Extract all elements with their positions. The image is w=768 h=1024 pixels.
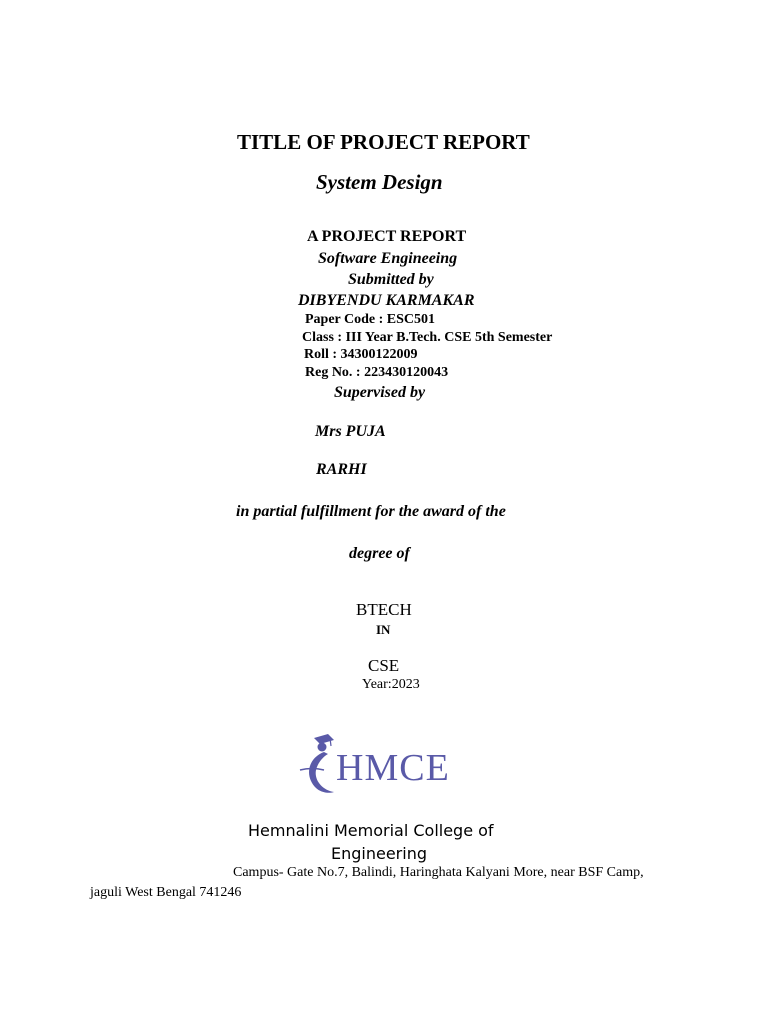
report-year: Year:2023 xyxy=(362,677,420,692)
college-logo xyxy=(294,730,480,800)
report-type: A PROJECT REPORT xyxy=(307,228,467,245)
roll-number: Roll : 34300122009 xyxy=(304,347,418,362)
graduate-figure-icon xyxy=(294,730,480,800)
supervised-by-label: Supervised by xyxy=(334,384,426,401)
fulfillment-text-line2: degree of xyxy=(349,545,410,562)
college-address-line2: jaguli West Bengal 741246 xyxy=(90,885,242,900)
author-name: DIBYENDU KARMAKAR xyxy=(298,292,475,309)
class-info: Class : III Year B.Tech. CSE 5th Semester xyxy=(302,330,553,345)
college-name-line2: Engineering xyxy=(331,844,427,863)
logo-text: HMCE xyxy=(336,747,450,789)
registration-number: Reg No. : 223430120043 xyxy=(305,365,449,380)
degree-in: IN xyxy=(376,622,391,637)
report-heading: TITLE OF PROJECT REPORT xyxy=(237,130,530,154)
college-address-line1: Campus- Gate No.7, Balindi, Haringhata Kalyani More, near BSF Camp, xyxy=(233,865,644,880)
college-name-line1: Hemnalini Memorial College of xyxy=(248,821,494,840)
subject: Software Engineeing xyxy=(318,250,458,267)
degree-name: BTECH xyxy=(356,600,412,619)
branch-name: CSE xyxy=(368,656,400,675)
submitted-by-label: Submitted by xyxy=(348,271,434,288)
supervisor-name-line2: RARHI xyxy=(316,461,367,478)
fulfillment-text-line1: in partial fulfillment for the award of the xyxy=(236,503,506,520)
paper-code: Paper Code : ESC501 xyxy=(305,312,436,327)
supervisor-name-line1: Mrs PUJA xyxy=(315,423,386,440)
project-title: System Design xyxy=(316,170,443,194)
